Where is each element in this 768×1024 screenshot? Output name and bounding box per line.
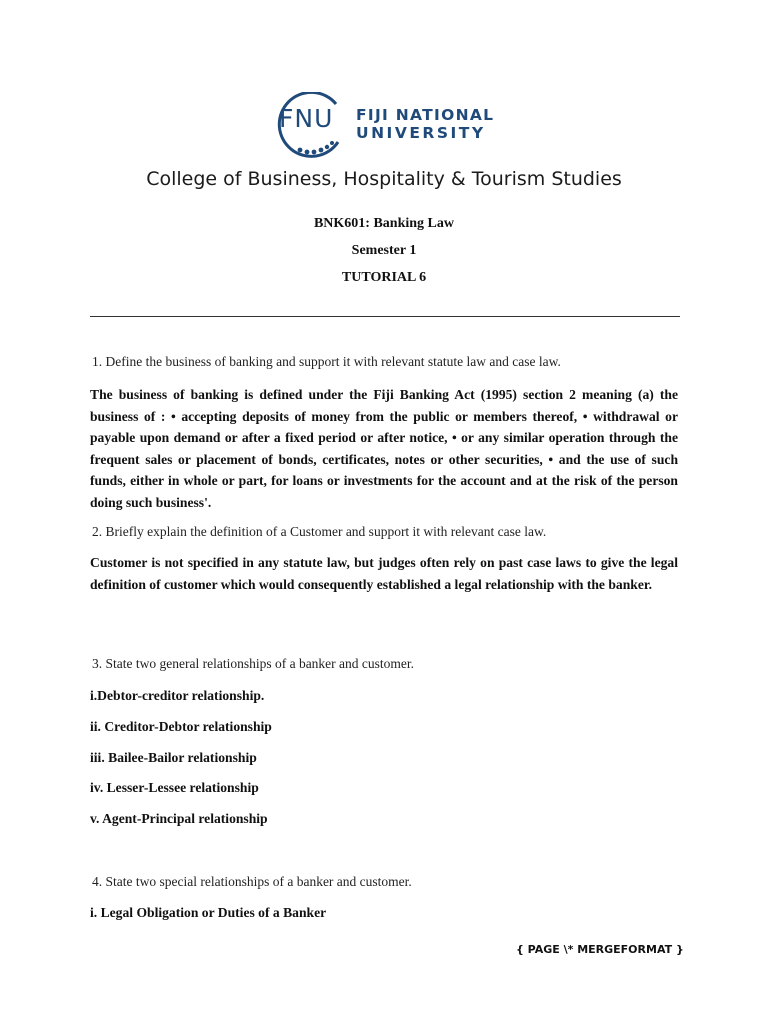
relationship-item: ii. Creditor-Debtor relationship xyxy=(90,719,272,734)
logo-name-line2: UNIVERSITY xyxy=(356,124,486,142)
question-1: 1. Define the business of banking and support it with relevant statute law and case law. xyxy=(92,354,561,369)
special-relationship-item: i. Legal Obligation or Duties of a Banker xyxy=(90,905,327,920)
answer-2: Customer is not specified in any statute law, but judges often rely on past case laws to give the legal definition of customer which would consequently established a legal relationship with the banker. xyxy=(90,555,678,592)
fnu-logo xyxy=(268,92,518,162)
logo-name-line1: FIJI NATIONAL xyxy=(356,106,495,124)
relationship-item: v. Agent-Principal relationship xyxy=(90,811,268,826)
tutorial-label: TUTORIAL 6 xyxy=(341,270,427,285)
page-number-field: { PAGE \* MERGEFORMAT } xyxy=(516,943,684,956)
answer-1: The business of banking is defined under the Fiji Banking Act (1995) section 2 meaning (a) the business of : • accepting deposits of money from the public or members thereof, • withdrawal or payable upon demand or after a fixed period or after notice, • or any similar operation through the frequent sales or placement of bonds, certificates, notes or other securities, • and the use of such funds, either in whole or part, for loans or investments for the account and at the risk of the person doing such business'. xyxy=(90,387,678,510)
relationship-item: iv. Lesser-Lessee relationship xyxy=(90,780,259,795)
logo-mark-text: FNU xyxy=(279,104,334,133)
question-3: 3. State two general relationships of a banker and customer. xyxy=(92,656,415,671)
question-4: 4. State two special relationships of a banker and customer. xyxy=(92,874,412,889)
relationship-item: iii. Bailee-Bailor relationship xyxy=(90,750,257,765)
college-title: College of Business, Hospitality & Tourism Studies xyxy=(146,168,622,190)
course-title: BNK601: Banking Law xyxy=(313,216,455,231)
question-2: 2. Briefly explain the definition of a Customer and support it with relevant case law. xyxy=(92,524,547,539)
semester-label: Semester 1 xyxy=(351,243,417,258)
relationship-item: i.Debtor-creditor relationship. xyxy=(90,688,265,703)
header-divider xyxy=(90,316,680,317)
